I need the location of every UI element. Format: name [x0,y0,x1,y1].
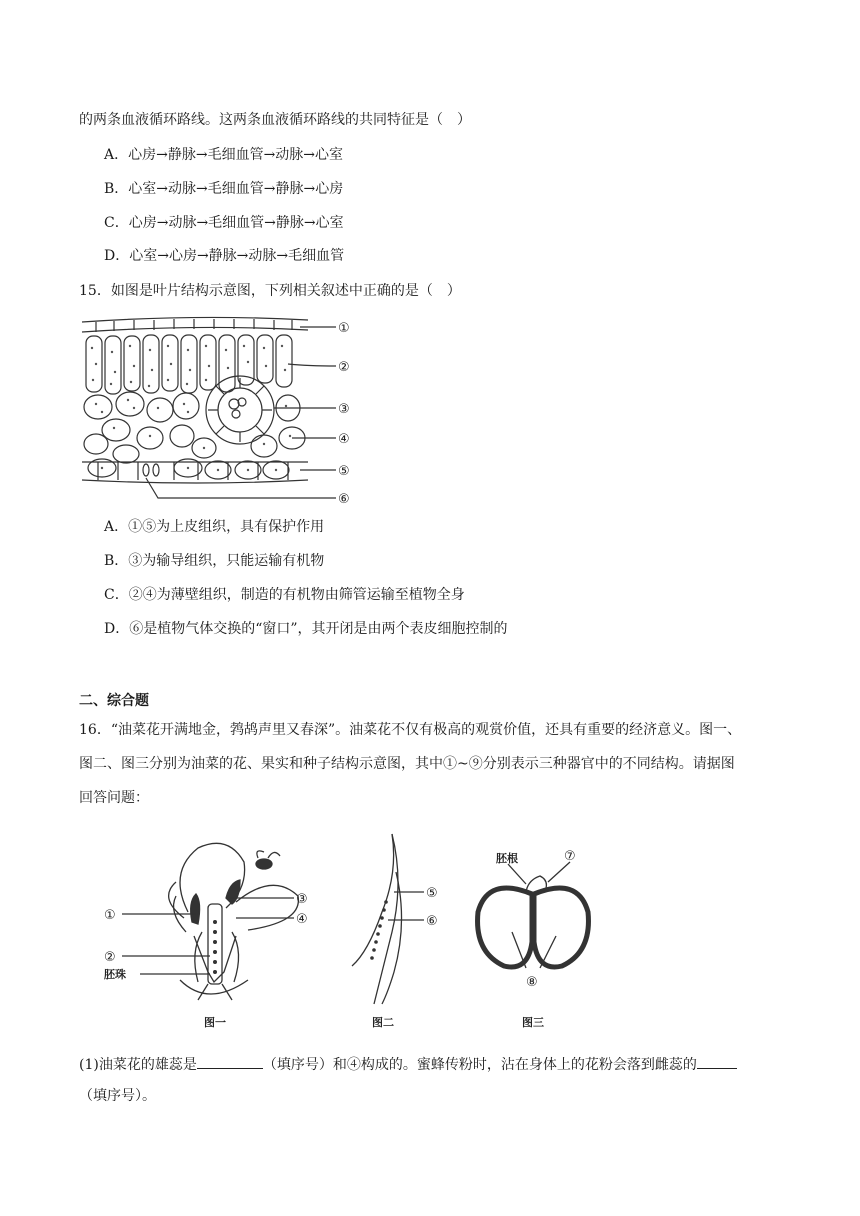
flower-label-3: ③ [296,892,308,907]
leaf-structure-figure [78,312,368,510]
q14-option-c: C．心房→动脉→毛细血管→静脉→心室 [104,215,344,231]
fruit-label-6: ⑥ [426,914,438,929]
seed-label-radicle: 胚根 [496,852,518,865]
q16-stem-line-2: 图二、图三分别为油菜的花、果实和种子结构示意图，其中①~⑨分别表示三种器官中的不同结构。请据图 [79,756,735,772]
q16-stem-line-1: 16．“油菜花开满地金，鹁鸪声里又春深”。油菜花不仅有极高的观赏价值，还具有重要的经济意义。图一、 [79,722,742,738]
q14-option-b: B．心室→动脉→毛细血管→静脉→心房 [104,181,344,197]
fruit-figure [338,832,448,1032]
leaf-label-3: ③ [338,402,350,417]
fig1-caption: 图一 [204,1016,226,1029]
answer-blank-2[interactable] [697,1054,737,1069]
flower-label-ovule: 胚珠 [104,968,126,981]
q14-stem-tail: 的两条血液循环路线。这两条血液循环路线的共同特征是（ ） [79,112,471,128]
leaf-label-2: ② [338,360,350,375]
seed-label-7: ⑦ [564,849,576,864]
flower-figure [98,832,328,1032]
leaf-label-4: ④ [338,432,350,447]
q16-sub1-part1: (1)油菜花的雄蕊是 [79,1057,197,1073]
seed-label-8: ⑧ [526,975,538,990]
flower-label-2: ② [104,950,116,965]
q16-sub1-part2: （填序号）和④构成的。蜜蜂传粉时，沾在身体上的花粉会落到雌蕊的 [262,1057,697,1073]
fig2-caption: 图二 [372,1016,394,1029]
q15-option-c: C．②④为薄壁组织，制造的有机物由筛管运输至植物全身 [104,587,465,603]
leaf-label-5: ⑤ [338,464,350,479]
q16-stem-line-3: 回答问题： [79,790,149,806]
q15-option-d: D．⑥是植物气体交换的“窗口”，其开闭是由两个表皮细胞控制的 [104,621,508,637]
q15-option-b: B．③为输导组织，只能运输有机物 [104,553,325,569]
flower-label-4: ④ [296,912,308,927]
q15-stem: 15．如图是叶片结构示意图，下列相关叙述中正确的是（ ） [79,283,461,299]
q16-sub1-line-1 [79,1054,737,1075]
section-title: 二、综合题 [79,693,149,709]
q14-option-d: D．心室→心房→静脉→动脉→毛细血管 [104,248,345,264]
fig3-caption: 图三 [522,1016,544,1029]
q14-option-a: A．心房→静脉→毛细血管→动脉→心室 [104,147,344,163]
q15-option-a: A．①⑤为上皮组织，具有保护作用 [104,519,325,535]
fruit-label-5: ⑤ [426,886,438,901]
flower-label-1: ① [104,908,116,923]
seed-figure [468,832,608,1032]
q16-sub1-part3: （填序号）。 [79,1088,156,1104]
answer-blank-1[interactable] [197,1054,263,1069]
leaf-label-6: ⑥ [338,492,350,507]
leaf-label-1: ① [338,321,350,336]
